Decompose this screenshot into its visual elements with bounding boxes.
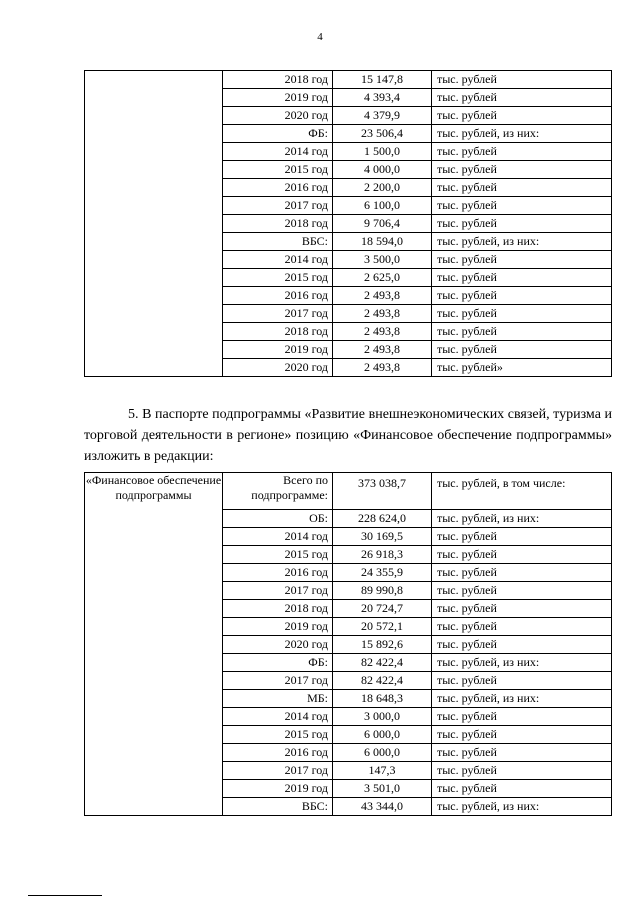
row-unit: тыс. рублей bbox=[432, 744, 612, 762]
row-label: 2020 год bbox=[223, 107, 333, 125]
row-value: 15 892,6 bbox=[333, 636, 432, 654]
row-value: 89 990,8 bbox=[333, 582, 432, 600]
row-unit: тыс. рублей bbox=[432, 636, 612, 654]
row-unit: тыс. рублей bbox=[432, 251, 612, 269]
row-unit: тыс. рублей bbox=[432, 618, 612, 636]
row-unit: тыс. рублей bbox=[432, 341, 612, 359]
row-label: 2019 год bbox=[223, 89, 333, 107]
financing-table-continued-body bbox=[85, 71, 612, 377]
row-label: ФБ: bbox=[223, 654, 333, 672]
row-label: 2016 год bbox=[223, 179, 333, 197]
row-value: 2 625,0 bbox=[333, 269, 432, 287]
row-unit: тыс. рублей bbox=[432, 215, 612, 233]
financing-position-label: «Финансовое обеспечение подпрограммы bbox=[85, 473, 223, 816]
row-label: ОБ: bbox=[223, 510, 333, 528]
row-label: 2018 год bbox=[223, 600, 333, 618]
row-label: 2016 год bbox=[223, 287, 333, 305]
row-value: 4 000,0 bbox=[333, 161, 432, 179]
row-unit: тыс. рублей» bbox=[432, 359, 612, 377]
row-value: 43 344,0 bbox=[333, 798, 432, 816]
row-unit: тыс. рублей bbox=[432, 71, 612, 89]
row-label: ФБ: bbox=[223, 125, 333, 143]
row-unit: тыс. рублей bbox=[432, 546, 612, 564]
total-label: Всего по подпрограмме: bbox=[223, 473, 333, 510]
row-label: 2020 год bbox=[223, 359, 333, 377]
row-label: 2017 год bbox=[223, 762, 333, 780]
row-label: 2018 год bbox=[223, 71, 333, 89]
row-value: 82 422,4 bbox=[333, 654, 432, 672]
row-unit: тыс. рублей bbox=[432, 305, 612, 323]
row-unit: тыс. рублей bbox=[432, 582, 612, 600]
row-label: 2018 год bbox=[223, 323, 333, 341]
row-label: 2014 год bbox=[223, 528, 333, 546]
financing-table-new bbox=[84, 472, 612, 816]
row-value: 18 648,3 bbox=[333, 690, 432, 708]
row-value: 30 169,5 bbox=[333, 528, 432, 546]
row-label: 2014 год bbox=[223, 143, 333, 161]
financing-table-continued bbox=[84, 70, 612, 377]
row-value: 2 493,8 bbox=[333, 323, 432, 341]
row-value: 15 147,8 bbox=[333, 71, 432, 89]
row-unit: тыс. рублей bbox=[432, 179, 612, 197]
amendment-paragraph: 5. В паспорте подпрограммы «Развитие внешнеэкономических связей, туризма и торговой деятельности в регионе» позицию «Финансовое обеспечение подпрограммы» изложить в редакции: bbox=[84, 407, 612, 464]
row-unit: тыс. рублей bbox=[432, 672, 612, 690]
row-unit: тыс. рублей bbox=[432, 528, 612, 546]
row-unit: тыс. рублей bbox=[432, 564, 612, 582]
row-unit: тыс. рублей, из них: bbox=[432, 510, 612, 528]
row-label: 2019 год bbox=[223, 780, 333, 798]
row-value: 2 200,0 bbox=[333, 179, 432, 197]
table-header-row bbox=[85, 473, 612, 510]
row-label: 2016 год bbox=[223, 744, 333, 762]
row-value: 24 355,9 bbox=[333, 564, 432, 582]
row-label: 2015 год bbox=[223, 269, 333, 287]
table-row bbox=[85, 71, 612, 89]
row-value: 23 506,4 bbox=[333, 125, 432, 143]
row-label: 2015 год bbox=[223, 726, 333, 744]
row-value: 3 000,0 bbox=[333, 708, 432, 726]
row-unit: тыс. рублей bbox=[432, 143, 612, 161]
row-value: 82 422,4 bbox=[333, 672, 432, 690]
row-value: 2 493,8 bbox=[333, 341, 432, 359]
row-value: 1 500,0 bbox=[333, 143, 432, 161]
row-label: ВБС: bbox=[223, 233, 333, 251]
row-value: 3 500,0 bbox=[333, 251, 432, 269]
row-unit: тыс. рублей bbox=[432, 600, 612, 618]
row-value: 9 706,4 bbox=[333, 215, 432, 233]
row-unit: тыс. рублей, из них: bbox=[432, 654, 612, 672]
row-label: 2017 год bbox=[223, 582, 333, 600]
row-value: 4 393,4 bbox=[333, 89, 432, 107]
row-unit: тыс. рублей, из них: bbox=[432, 690, 612, 708]
row-label: 2020 год bbox=[223, 636, 333, 654]
total-value: 373 038,7 bbox=[333, 473, 432, 510]
row-unit: тыс. рублей bbox=[432, 726, 612, 744]
row-label: 2017 год bbox=[223, 305, 333, 323]
row-value: 18 594,0 bbox=[333, 233, 432, 251]
row-value: 2 493,8 bbox=[333, 287, 432, 305]
row-unit: тыс. рублей bbox=[432, 708, 612, 726]
row-label: 2014 год bbox=[223, 251, 333, 269]
row-unit: тыс. рублей bbox=[432, 161, 612, 179]
row-value: 228 624,0 bbox=[333, 510, 432, 528]
row-value: 2 493,8 bbox=[333, 359, 432, 377]
row-label: 2017 год bbox=[223, 672, 333, 690]
row-unit: тыс. рублей bbox=[432, 107, 612, 125]
row-value: 6 000,0 bbox=[333, 744, 432, 762]
row-value: 147,3 bbox=[333, 762, 432, 780]
row-value: 2 493,8 bbox=[333, 305, 432, 323]
row-value: 6 000,0 bbox=[333, 726, 432, 744]
row-unit: тыс. рублей bbox=[432, 89, 612, 107]
row-label: 2018 год bbox=[223, 215, 333, 233]
row-label: 2016 год bbox=[223, 564, 333, 582]
row-label: ВБС: bbox=[223, 798, 333, 816]
row-label: 2019 год bbox=[223, 341, 333, 359]
row-label: 2015 год bbox=[223, 546, 333, 564]
row-label: 2017 год bbox=[223, 197, 333, 215]
row-unit: тыс. рублей bbox=[432, 780, 612, 798]
row-value: 3 501,0 bbox=[333, 780, 432, 798]
row-unit: тыс. рублей bbox=[432, 197, 612, 215]
row-label: 2014 год bbox=[223, 708, 333, 726]
row-label: 2015 год bbox=[223, 161, 333, 179]
row-unit: тыс. рублей bbox=[432, 762, 612, 780]
row-label: МБ: bbox=[223, 690, 333, 708]
row-label: 2019 год bbox=[223, 618, 333, 636]
total-unit: тыс. рублей, в том числе: bbox=[432, 473, 612, 510]
footnote-rule bbox=[28, 895, 102, 896]
row-value: 26 918,3 bbox=[333, 546, 432, 564]
empty-label-cell bbox=[85, 71, 223, 377]
row-value: 4 379,9 bbox=[333, 107, 432, 125]
financing-table-new-body bbox=[85, 473, 612, 816]
row-value: 6 100,0 bbox=[333, 197, 432, 215]
row-unit: тыс. рублей, из них: bbox=[432, 798, 612, 816]
row-value: 20 724,7 bbox=[333, 600, 432, 618]
row-unit: тыс. рублей, из них: bbox=[432, 125, 612, 143]
row-unit: тыс. рублей bbox=[432, 287, 612, 305]
row-unit: тыс. рублей, из них: bbox=[432, 233, 612, 251]
page-number: 4 bbox=[317, 31, 323, 43]
row-unit: тыс. рублей bbox=[432, 323, 612, 341]
row-unit: тыс. рублей bbox=[432, 269, 612, 287]
row-value: 20 572,1 bbox=[333, 618, 432, 636]
